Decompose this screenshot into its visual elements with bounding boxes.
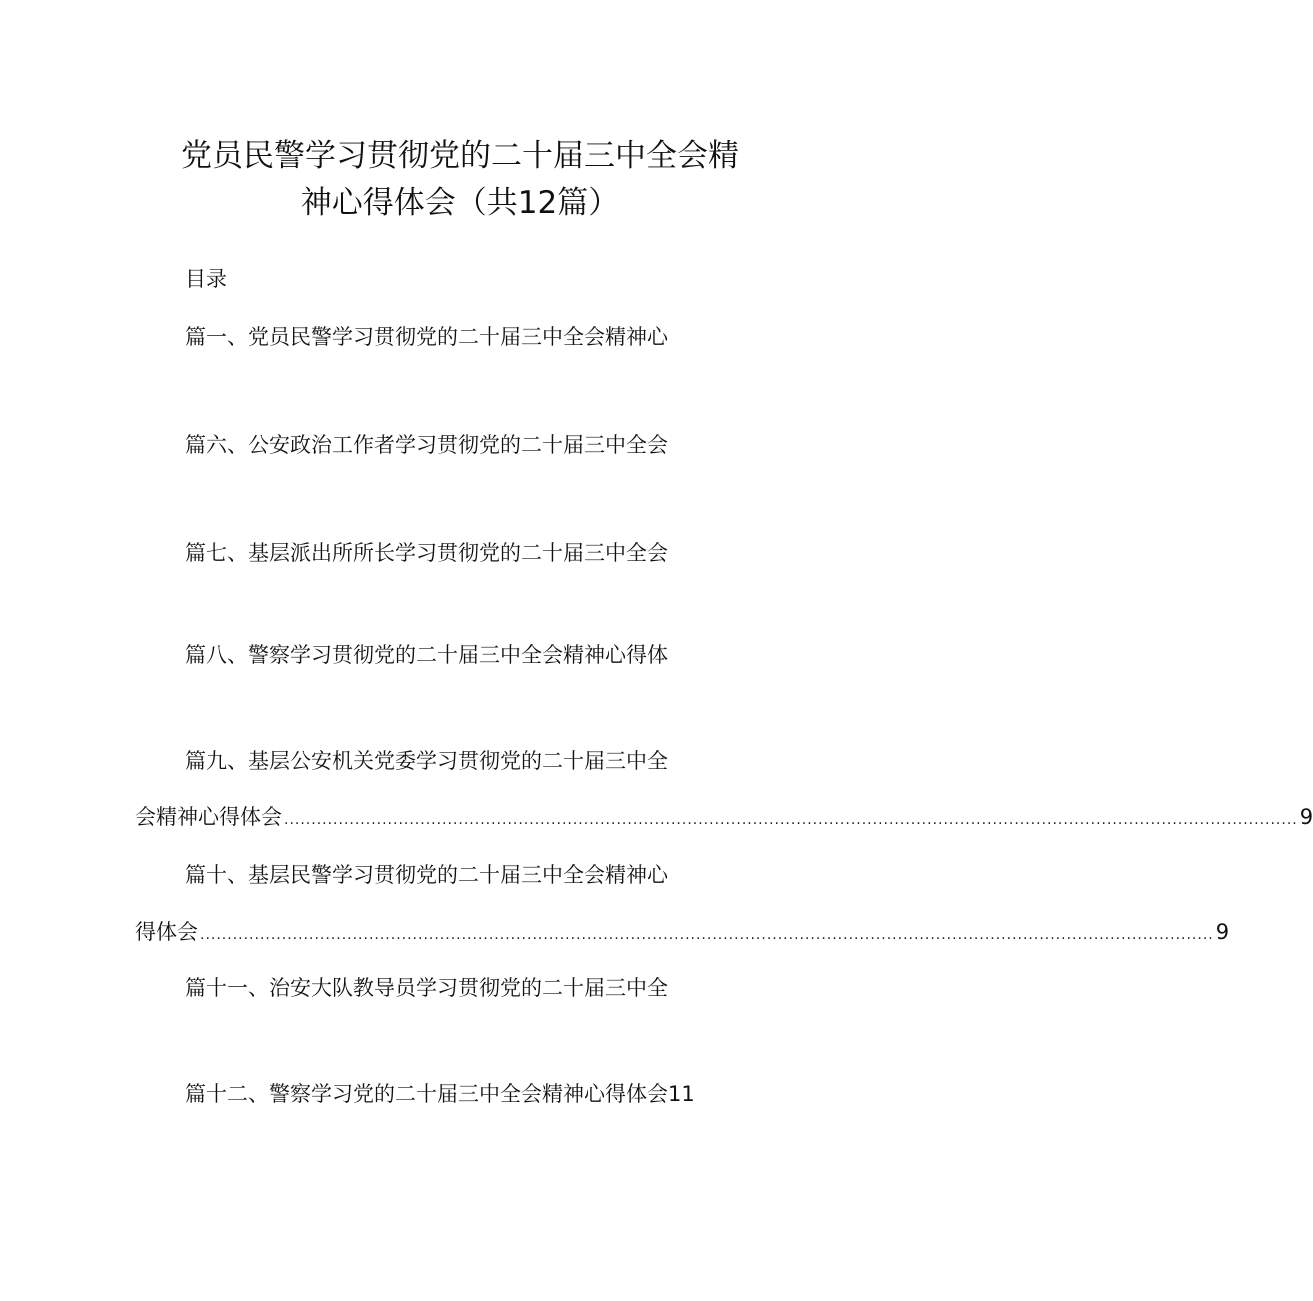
toc-leader-dots: .......................................................................................................................................................................................... (200, 927, 1214, 943)
toc-entry-8[interactable]: 篇八、警察学习贯彻党的二十届三中全会精神心得体 (185, 643, 668, 667)
toc-label: 目录 (185, 267, 227, 291)
toc-entry-6[interactable]: 篇六、公安政治工作者学习贯彻党的二十届三中全会 (185, 433, 668, 457)
toc-leader-dots: .......................................................................................................................................................................................... (284, 812, 1298, 828)
toc-entry-10-continuation-text: 得体会 (135, 920, 198, 944)
toc-entry-10-continuation[interactable] (135, 917, 1230, 950)
toc-entry-9-page-number: 9 (1299, 805, 1313, 829)
document-title-line-1: 党员民警学习贯彻党的二十届三中全会精 (181, 138, 739, 174)
toc-entry-9[interactable]: 篇九、基层公安机关党委学习贯彻党的二十届三中全 (185, 749, 668, 773)
toc-entry-12[interactable]: 篇十二、警察学习党的二十届三中全会精神心得体会11 (185, 1082, 695, 1106)
toc-entry-1[interactable]: 篇一、党员民警学习贯彻党的二十届三中全会精神心 (185, 325, 668, 349)
document-title-line-2: 神心得体会（共12篇） (300, 185, 620, 221)
toc-entry-7[interactable]: 篇七、基层派出所所长学习贯彻党的二十届三中全会 (185, 541, 668, 565)
toc-entry-10-page-number: 9 (1215, 920, 1230, 944)
toc-entry-9-continuation[interactable] (135, 802, 1313, 835)
toc-entry-11[interactable]: 篇十一、治安大队教导员学习贯彻党的二十届三中全 (185, 976, 668, 1000)
toc-entry-9-continuation-text: 会精神心得体会 (135, 805, 282, 829)
toc-entry-10[interactable]: 篇十、基层民警学习贯彻党的二十届三中全会精神心 (185, 863, 668, 887)
